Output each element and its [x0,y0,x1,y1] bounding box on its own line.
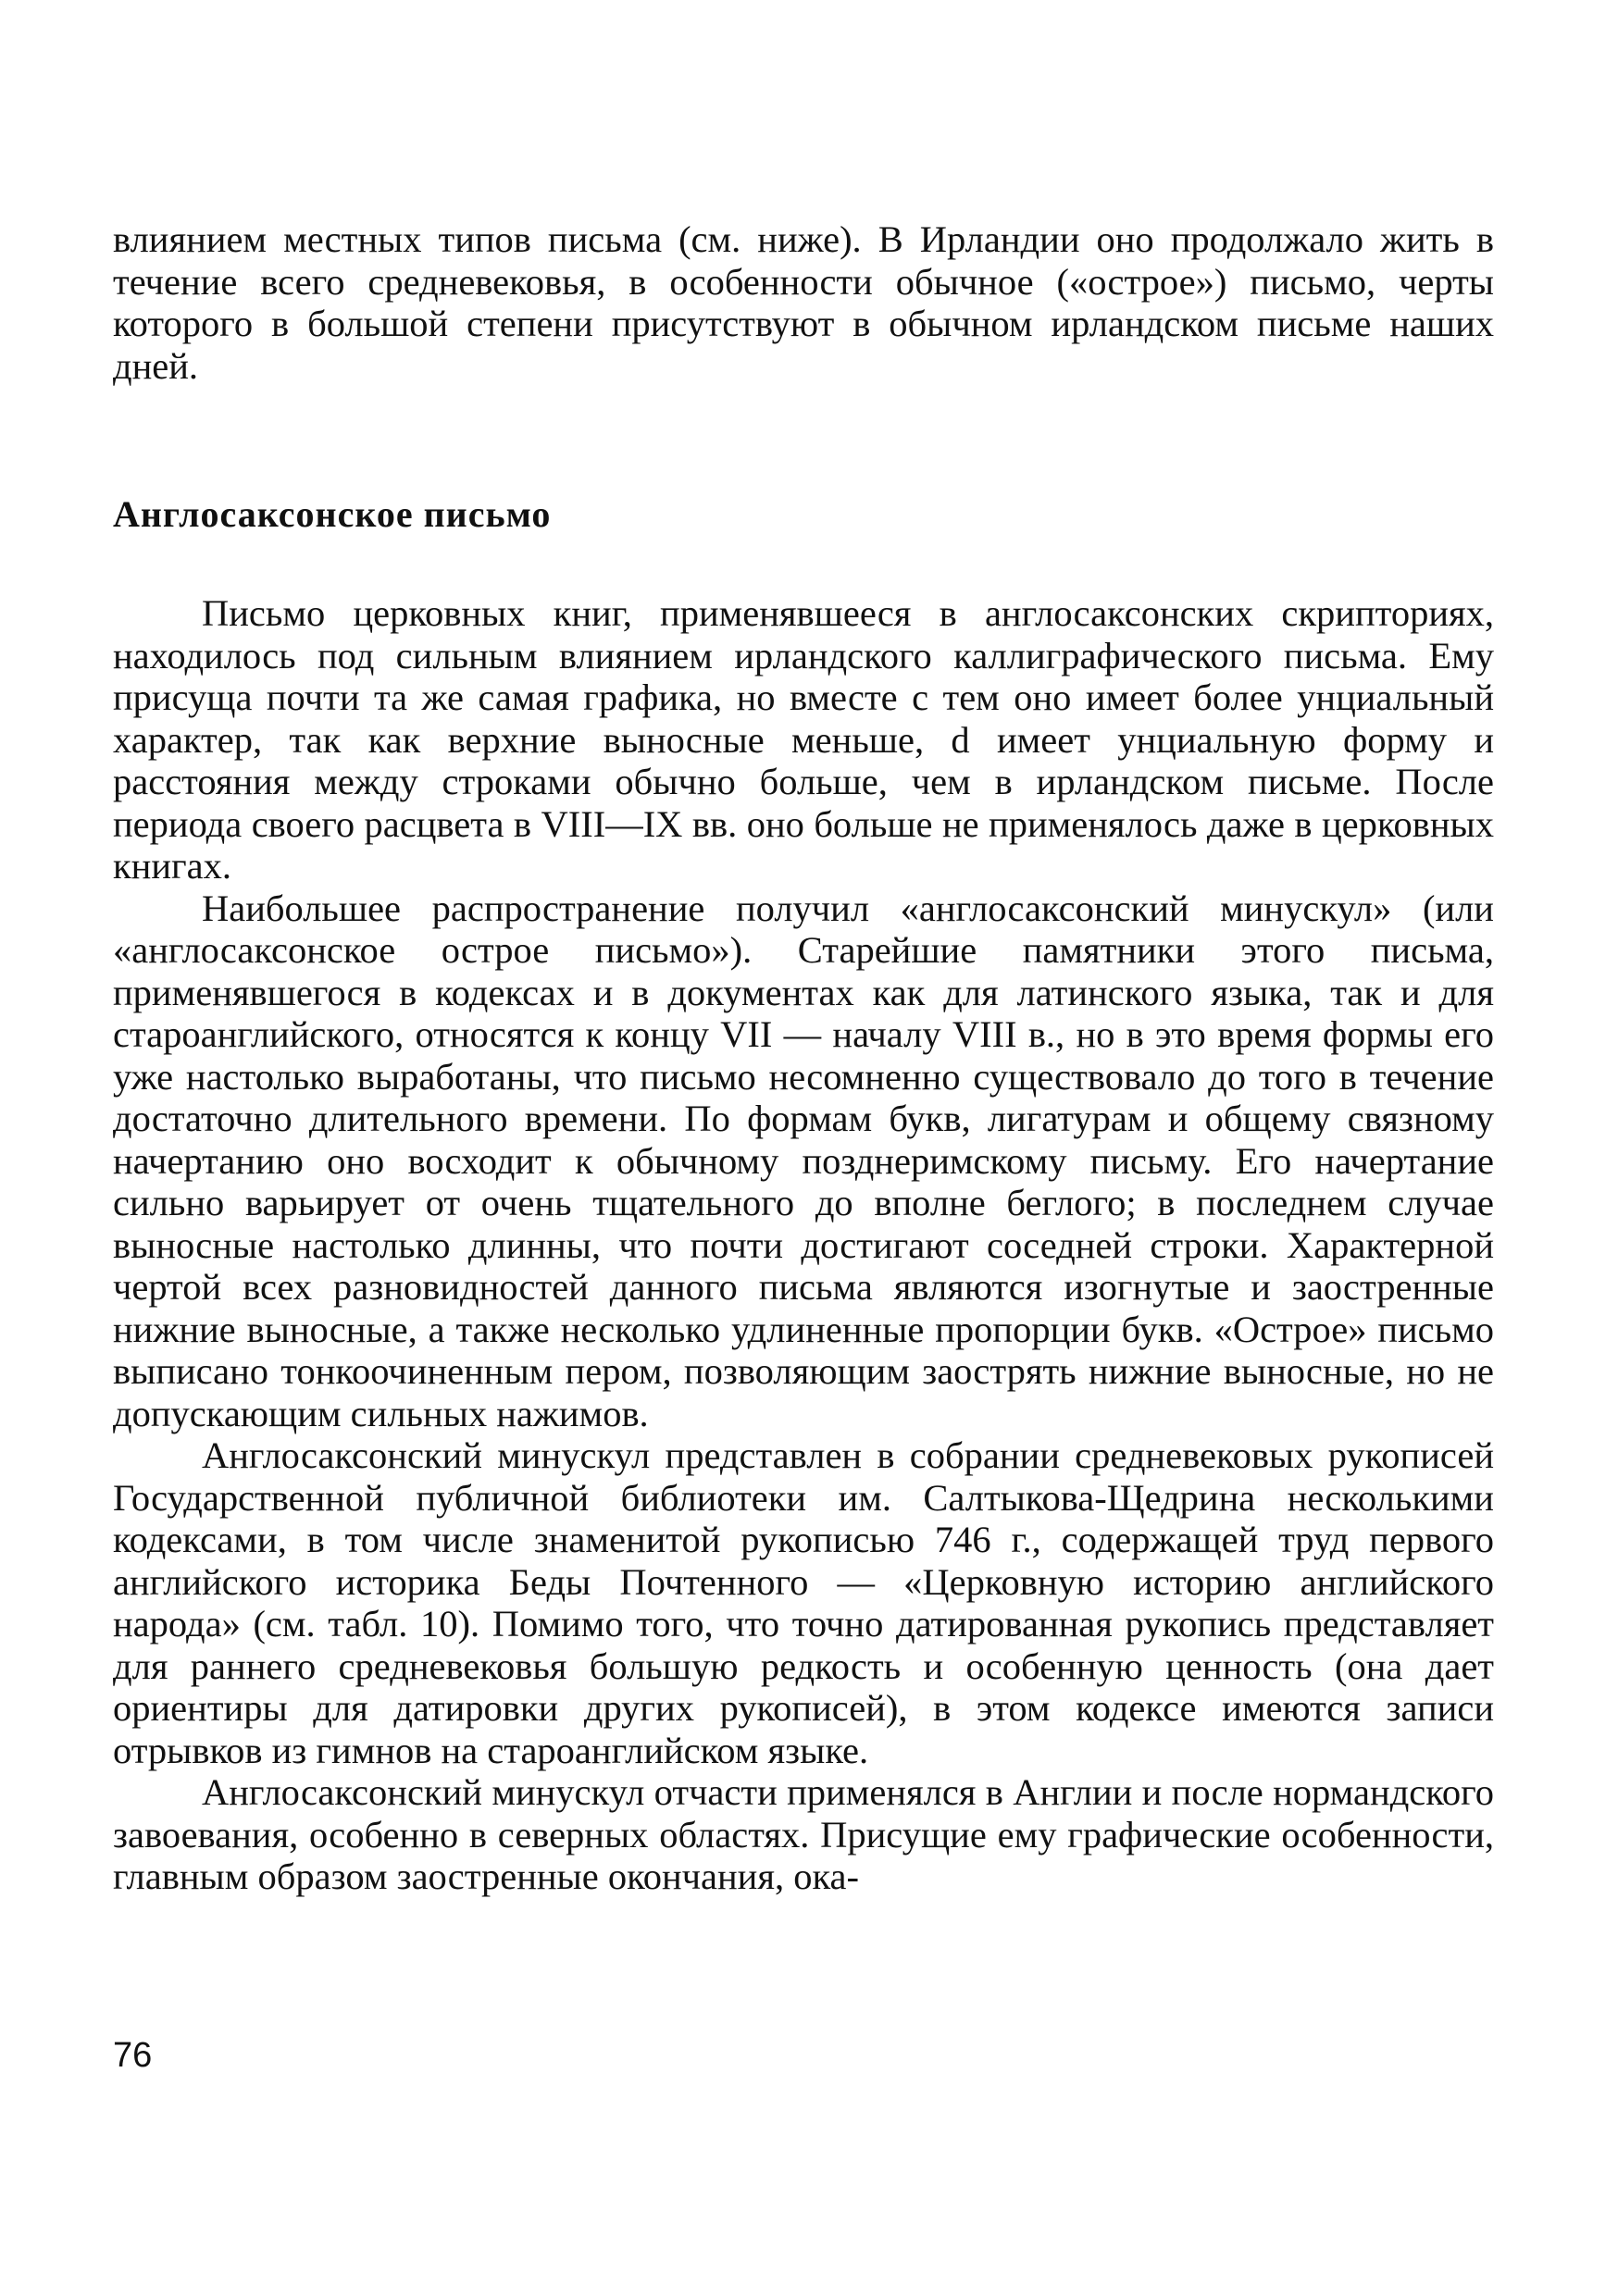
section-body [113,592,1494,1898]
body-paragraph-4: Англосаксонский минускул отчасти применялся в Англии и после нормандского завоевания, особенно в северных областях. Присущие ему графические особенности, главным образом заостренные окончания, ока- [113,1771,1494,1897]
page-number: 76 [113,2036,153,2075]
body-paragraph-1: Письмо церковных книг, применявшееся в англосаксонских скрипториях, находилось под сильным влиянием ирландского каллиграфического письма. Ему присуща почти та же самая графика, но вместе с тем оно имеет более унциальный характер, так как верхние выносные меньше, d имеет унциальную форму и расстояния между строками обычно больше, чем в ирландском письме. После периода своего расцвета в VIII—IX вв. оно больше не применялось даже в церковных книгах. [113,592,1494,887]
section-heading: Англосаксонское письмо [113,493,552,535]
intro-text [113,218,1494,387]
intro-paragraph: влиянием местных типов письма (см. ниже). В Ирландии оно продолжало жить в течение всего средневековья, в особенности обычное («острое») письмо, черты которого в большой степени присутствуют в обычном ирландском письме наших дней. [113,218,1494,387]
body-paragraph-2: Наибольшее распространение получил «англосаксонский минускул» (или «англосаксонское острое письмо»). Старейшие памятники этого письма, применявшегося в кодексах и в документах как для латинского языка, так и для староанглийского, относятся к концу VII — началу VIII в., но в это время формы его уже настолько выработаны, что письмо несомненно существовало до того в течение достаточно длительного времени. По формам букв, лигатурам и общему связному начертанию оно восходит к обычному позднеримскому письму. Его начертание сильно варьирует от очень тщательного до вполне беглого; в последнем случае выносные настолько длинны, что почти достигают соседней строки. Характерной чертой всех разновидностей данного письма являются изогнутые и заостренные нижние выносные, а также несколько удлиненные пропорции букв. «Острое» письмо выписано тонкоочиненным пером, позволяющим заострять нижние выносные, но не допускающим сильных нажимов. [113,887,1494,1434]
body-paragraph-3: Англосаксонский минускул представлен в собрании средневековых рукописей Государственной публичной библиотеки им. Салтыкова-Щедрина несколькими кодексами, в том числе знаменитой рукописью 746 г., содержащей труд первого английского историка Беды Почтенного — «Церковную историю английского народа» (см. табл. 10). Помимо того, что точно датированная рукопись представляет для раннего средневековья большую редкость и особенную ценность (она дает ориентиры для датировки других рукописей), в этом кодексе имеются записи отрывков из гимнов на староанглийском языке. [113,1434,1494,1771]
